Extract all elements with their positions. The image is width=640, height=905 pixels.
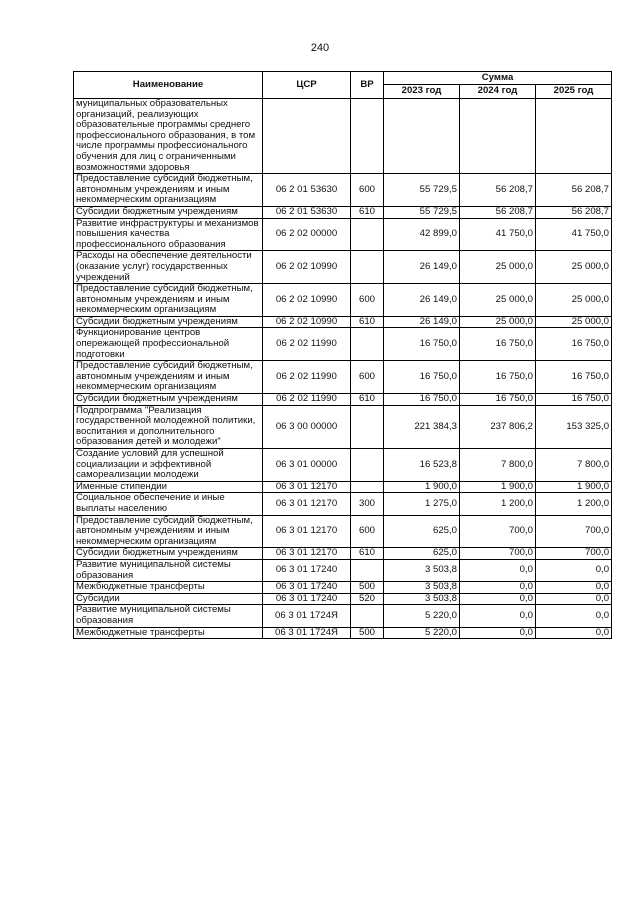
row-csr: 06 3 01 12170 bbox=[263, 515, 351, 548]
row-name: Субсидии bbox=[74, 593, 263, 605]
row-2025: 16 750,0 bbox=[536, 328, 612, 361]
row-vr: 610 bbox=[351, 316, 384, 328]
header-2023: 2023 год bbox=[384, 85, 460, 99]
row-csr: 06 3 01 12170 bbox=[263, 481, 351, 493]
row-vr: 610 bbox=[351, 394, 384, 406]
row-2024: 56 208,7 bbox=[460, 206, 536, 218]
row-vr bbox=[351, 251, 384, 284]
row-2024: 25 000,0 bbox=[460, 251, 536, 284]
row-2025: 41 750,0 bbox=[536, 218, 612, 251]
row-2023: 16 750,0 bbox=[384, 328, 460, 361]
table-body bbox=[74, 99, 612, 639]
row-vr bbox=[351, 559, 384, 581]
row-vr: 600 bbox=[351, 284, 384, 317]
table-row bbox=[74, 593, 612, 605]
table-row bbox=[74, 481, 612, 493]
row-2024: 16 750,0 bbox=[460, 394, 536, 406]
row-name: Субсидии бюджетным учреждениям bbox=[74, 548, 263, 560]
row-2024: 700,0 bbox=[460, 515, 536, 548]
row-csr: 06 3 00 00000 bbox=[263, 405, 351, 448]
row-2025: 7 800,0 bbox=[536, 449, 612, 482]
row-2025: 0,0 bbox=[536, 593, 612, 605]
row-vr bbox=[351, 481, 384, 493]
row-2024: 16 750,0 bbox=[460, 328, 536, 361]
row-2025: 153 325,0 bbox=[536, 405, 612, 448]
table-row bbox=[74, 361, 612, 394]
row-2024: 237 806,2 bbox=[460, 405, 536, 448]
row-2024: 0,0 bbox=[460, 582, 536, 594]
row-csr: 06 3 01 17240 bbox=[263, 559, 351, 581]
row-vr: 600 bbox=[351, 174, 384, 207]
row-name: Субсидии бюджетным учреждениям bbox=[74, 316, 263, 328]
row-2025: 16 750,0 bbox=[536, 361, 612, 394]
row-2025: 56 208,7 bbox=[536, 206, 612, 218]
row-2024: 1 200,0 bbox=[460, 493, 536, 515]
row-2024: 700,0 bbox=[460, 548, 536, 560]
row-2024: 0,0 bbox=[460, 605, 536, 627]
row-2025: 25 000,0 bbox=[536, 284, 612, 317]
row-name: Подпрограмма "Реализация государственной молодежной политики, воспитания и дополнительного образования детей и молодежи" bbox=[74, 405, 263, 448]
table-row bbox=[74, 515, 612, 548]
table-row bbox=[74, 316, 612, 328]
row-vr: 610 bbox=[351, 548, 384, 560]
row-2023: 221 384,3 bbox=[384, 405, 460, 448]
row-vr: 610 bbox=[351, 206, 384, 218]
row-csr bbox=[263, 99, 351, 174]
row-csr: 06 2 02 10990 bbox=[263, 316, 351, 328]
row-name: Расходы на обеспечение деятельности (оказание услуг) государственных учреждений bbox=[74, 251, 263, 284]
row-csr: 06 3 01 17240 bbox=[263, 593, 351, 605]
row-csr: 06 2 02 00000 bbox=[263, 218, 351, 251]
row-name: Предоставление субсидий бюджетным, автономным учреждениям и иным некоммерческим организациям bbox=[74, 284, 263, 317]
row-name: Создание условий для успешной социализации и эффективной самореализации молодежи bbox=[74, 449, 263, 482]
row-2024: 0,0 bbox=[460, 593, 536, 605]
header-sum: Сумма bbox=[384, 72, 612, 85]
row-2025: 1 200,0 bbox=[536, 493, 612, 515]
row-name: Предоставление субсидий бюджетным, автономным учреждениям и иным некоммерческим организациям bbox=[74, 361, 263, 394]
row-vr bbox=[351, 449, 384, 482]
row-2023: 3 503,8 bbox=[384, 582, 460, 594]
row-2025: 0,0 bbox=[536, 627, 612, 639]
row-name: Развитие инфраструктуры и механизмов повышения качества профессионального образования bbox=[74, 218, 263, 251]
row-name: Развитие муниципальной системы образования bbox=[74, 605, 263, 627]
row-2025: 700,0 bbox=[536, 515, 612, 548]
row-2024: 56 208,7 bbox=[460, 174, 536, 207]
table-row bbox=[74, 99, 612, 174]
row-vr: 500 bbox=[351, 582, 384, 594]
row-csr: 06 3 01 00000 bbox=[263, 449, 351, 482]
row-2023: 16 750,0 bbox=[384, 361, 460, 394]
table-row bbox=[74, 559, 612, 581]
row-2024: 41 750,0 bbox=[460, 218, 536, 251]
row-csr: 06 2 02 10990 bbox=[263, 251, 351, 284]
row-2023: 16 750,0 bbox=[384, 394, 460, 406]
header-vr: ВР bbox=[351, 72, 384, 99]
row-2025: 1 900,0 bbox=[536, 481, 612, 493]
row-2023: 16 523,8 bbox=[384, 449, 460, 482]
row-vr bbox=[351, 405, 384, 448]
header-name: Наименование bbox=[74, 72, 263, 99]
row-2025: 0,0 bbox=[536, 605, 612, 627]
row-2025: 25 000,0 bbox=[536, 251, 612, 284]
row-2023: 26 149,0 bbox=[384, 316, 460, 328]
row-name: Предоставление субсидий бюджетным, автономным учреждениям и иным некоммерческим организациям bbox=[74, 174, 263, 207]
row-csr: 06 3 01 12170 bbox=[263, 493, 351, 515]
row-2023 bbox=[384, 99, 460, 174]
table-row bbox=[74, 548, 612, 560]
row-2023: 1 275,0 bbox=[384, 493, 460, 515]
row-csr: 06 2 02 10990 bbox=[263, 284, 351, 317]
row-vr bbox=[351, 328, 384, 361]
table-row bbox=[74, 493, 612, 515]
row-2024: 7 800,0 bbox=[460, 449, 536, 482]
row-2025: 16 750,0 bbox=[536, 394, 612, 406]
row-csr: 06 2 02 11990 bbox=[263, 394, 351, 406]
row-name: Именные стипендии bbox=[74, 481, 263, 493]
row-2024: 1 900,0 bbox=[460, 481, 536, 493]
row-csr: 06 2 02 11990 bbox=[263, 361, 351, 394]
row-2024 bbox=[460, 99, 536, 174]
row-2025: 0,0 bbox=[536, 582, 612, 594]
row-name: Предоставление субсидий бюджетным, автономным учреждениям и иным некоммерческим организациям bbox=[74, 515, 263, 548]
header-2025: 2025 год bbox=[536, 85, 612, 99]
row-name: Субсидии бюджетным учреждениям bbox=[74, 206, 263, 218]
row-2025: 56 208,7 bbox=[536, 174, 612, 207]
row-2023: 625,0 bbox=[384, 548, 460, 560]
row-name: Межбюджетные трансферты bbox=[74, 627, 263, 639]
row-2023: 3 503,8 bbox=[384, 559, 460, 581]
row-vr: 600 bbox=[351, 361, 384, 394]
row-csr: 06 3 01 1724Я bbox=[263, 605, 351, 627]
row-2023: 3 503,8 bbox=[384, 593, 460, 605]
table-row bbox=[74, 284, 612, 317]
row-2023: 42 899,0 bbox=[384, 218, 460, 251]
table-row bbox=[74, 582, 612, 594]
row-2023: 5 220,0 bbox=[384, 627, 460, 639]
row-name: Функционирование центров опережающей профессиональной подготовки bbox=[74, 328, 263, 361]
row-2025: 25 000,0 bbox=[536, 316, 612, 328]
table-row bbox=[74, 627, 612, 639]
budget-table bbox=[73, 71, 612, 639]
table-row bbox=[74, 405, 612, 448]
table-row bbox=[74, 328, 612, 361]
row-csr: 06 3 01 17240 bbox=[263, 582, 351, 594]
row-name: Межбюджетные трансферты bbox=[74, 582, 263, 594]
row-2024: 16 750,0 bbox=[460, 361, 536, 394]
row-vr: 300 bbox=[351, 493, 384, 515]
row-name: Социальное обеспечение и иные выплаты населению bbox=[74, 493, 263, 515]
row-csr: 06 2 02 11990 bbox=[263, 328, 351, 361]
table-row bbox=[74, 251, 612, 284]
header-2024: 2024 год bbox=[460, 85, 536, 99]
row-2024: 25 000,0 bbox=[460, 316, 536, 328]
row-csr: 06 2 01 53630 bbox=[263, 174, 351, 207]
row-csr: 06 3 01 1724Я bbox=[263, 627, 351, 639]
row-name: Развитие муниципальной системы образования bbox=[74, 559, 263, 581]
row-vr bbox=[351, 605, 384, 627]
row-name: муниципальных образовательных организаций, реализующих образовательные программы среднего профессионального образования, в том числе программы профессионального обучения для лиц с ограниченными возможностями здоровья bbox=[74, 99, 263, 174]
row-2023: 1 900,0 bbox=[384, 481, 460, 493]
table-row bbox=[74, 206, 612, 218]
row-2025: 0,0 bbox=[536, 559, 612, 581]
table-row bbox=[74, 174, 612, 207]
row-2024: 0,0 bbox=[460, 627, 536, 639]
row-csr: 06 2 01 53630 bbox=[263, 206, 351, 218]
row-2024: 0,0 bbox=[460, 559, 536, 581]
row-2023: 26 149,0 bbox=[384, 284, 460, 317]
table-row bbox=[74, 394, 612, 406]
row-2023: 5 220,0 bbox=[384, 605, 460, 627]
row-vr: 600 bbox=[351, 515, 384, 548]
row-2023: 55 729,5 bbox=[384, 174, 460, 207]
row-2023: 26 149,0 bbox=[384, 251, 460, 284]
row-2025 bbox=[536, 99, 612, 174]
row-2023: 625,0 bbox=[384, 515, 460, 548]
row-2023: 55 729,5 bbox=[384, 206, 460, 218]
table-row bbox=[74, 218, 612, 251]
row-2024: 25 000,0 bbox=[460, 284, 536, 317]
row-2025: 700,0 bbox=[536, 548, 612, 560]
row-vr bbox=[351, 218, 384, 251]
row-vr: 520 bbox=[351, 593, 384, 605]
row-name: Субсидии бюджетным учреждениям bbox=[74, 394, 263, 406]
page-number: 240 bbox=[310, 42, 330, 54]
row-vr bbox=[351, 99, 384, 174]
table-row bbox=[74, 605, 612, 627]
table-row bbox=[74, 449, 612, 482]
row-vr: 500 bbox=[351, 627, 384, 639]
header-csr: ЦСР bbox=[263, 72, 351, 99]
row-csr: 06 3 01 12170 bbox=[263, 548, 351, 560]
